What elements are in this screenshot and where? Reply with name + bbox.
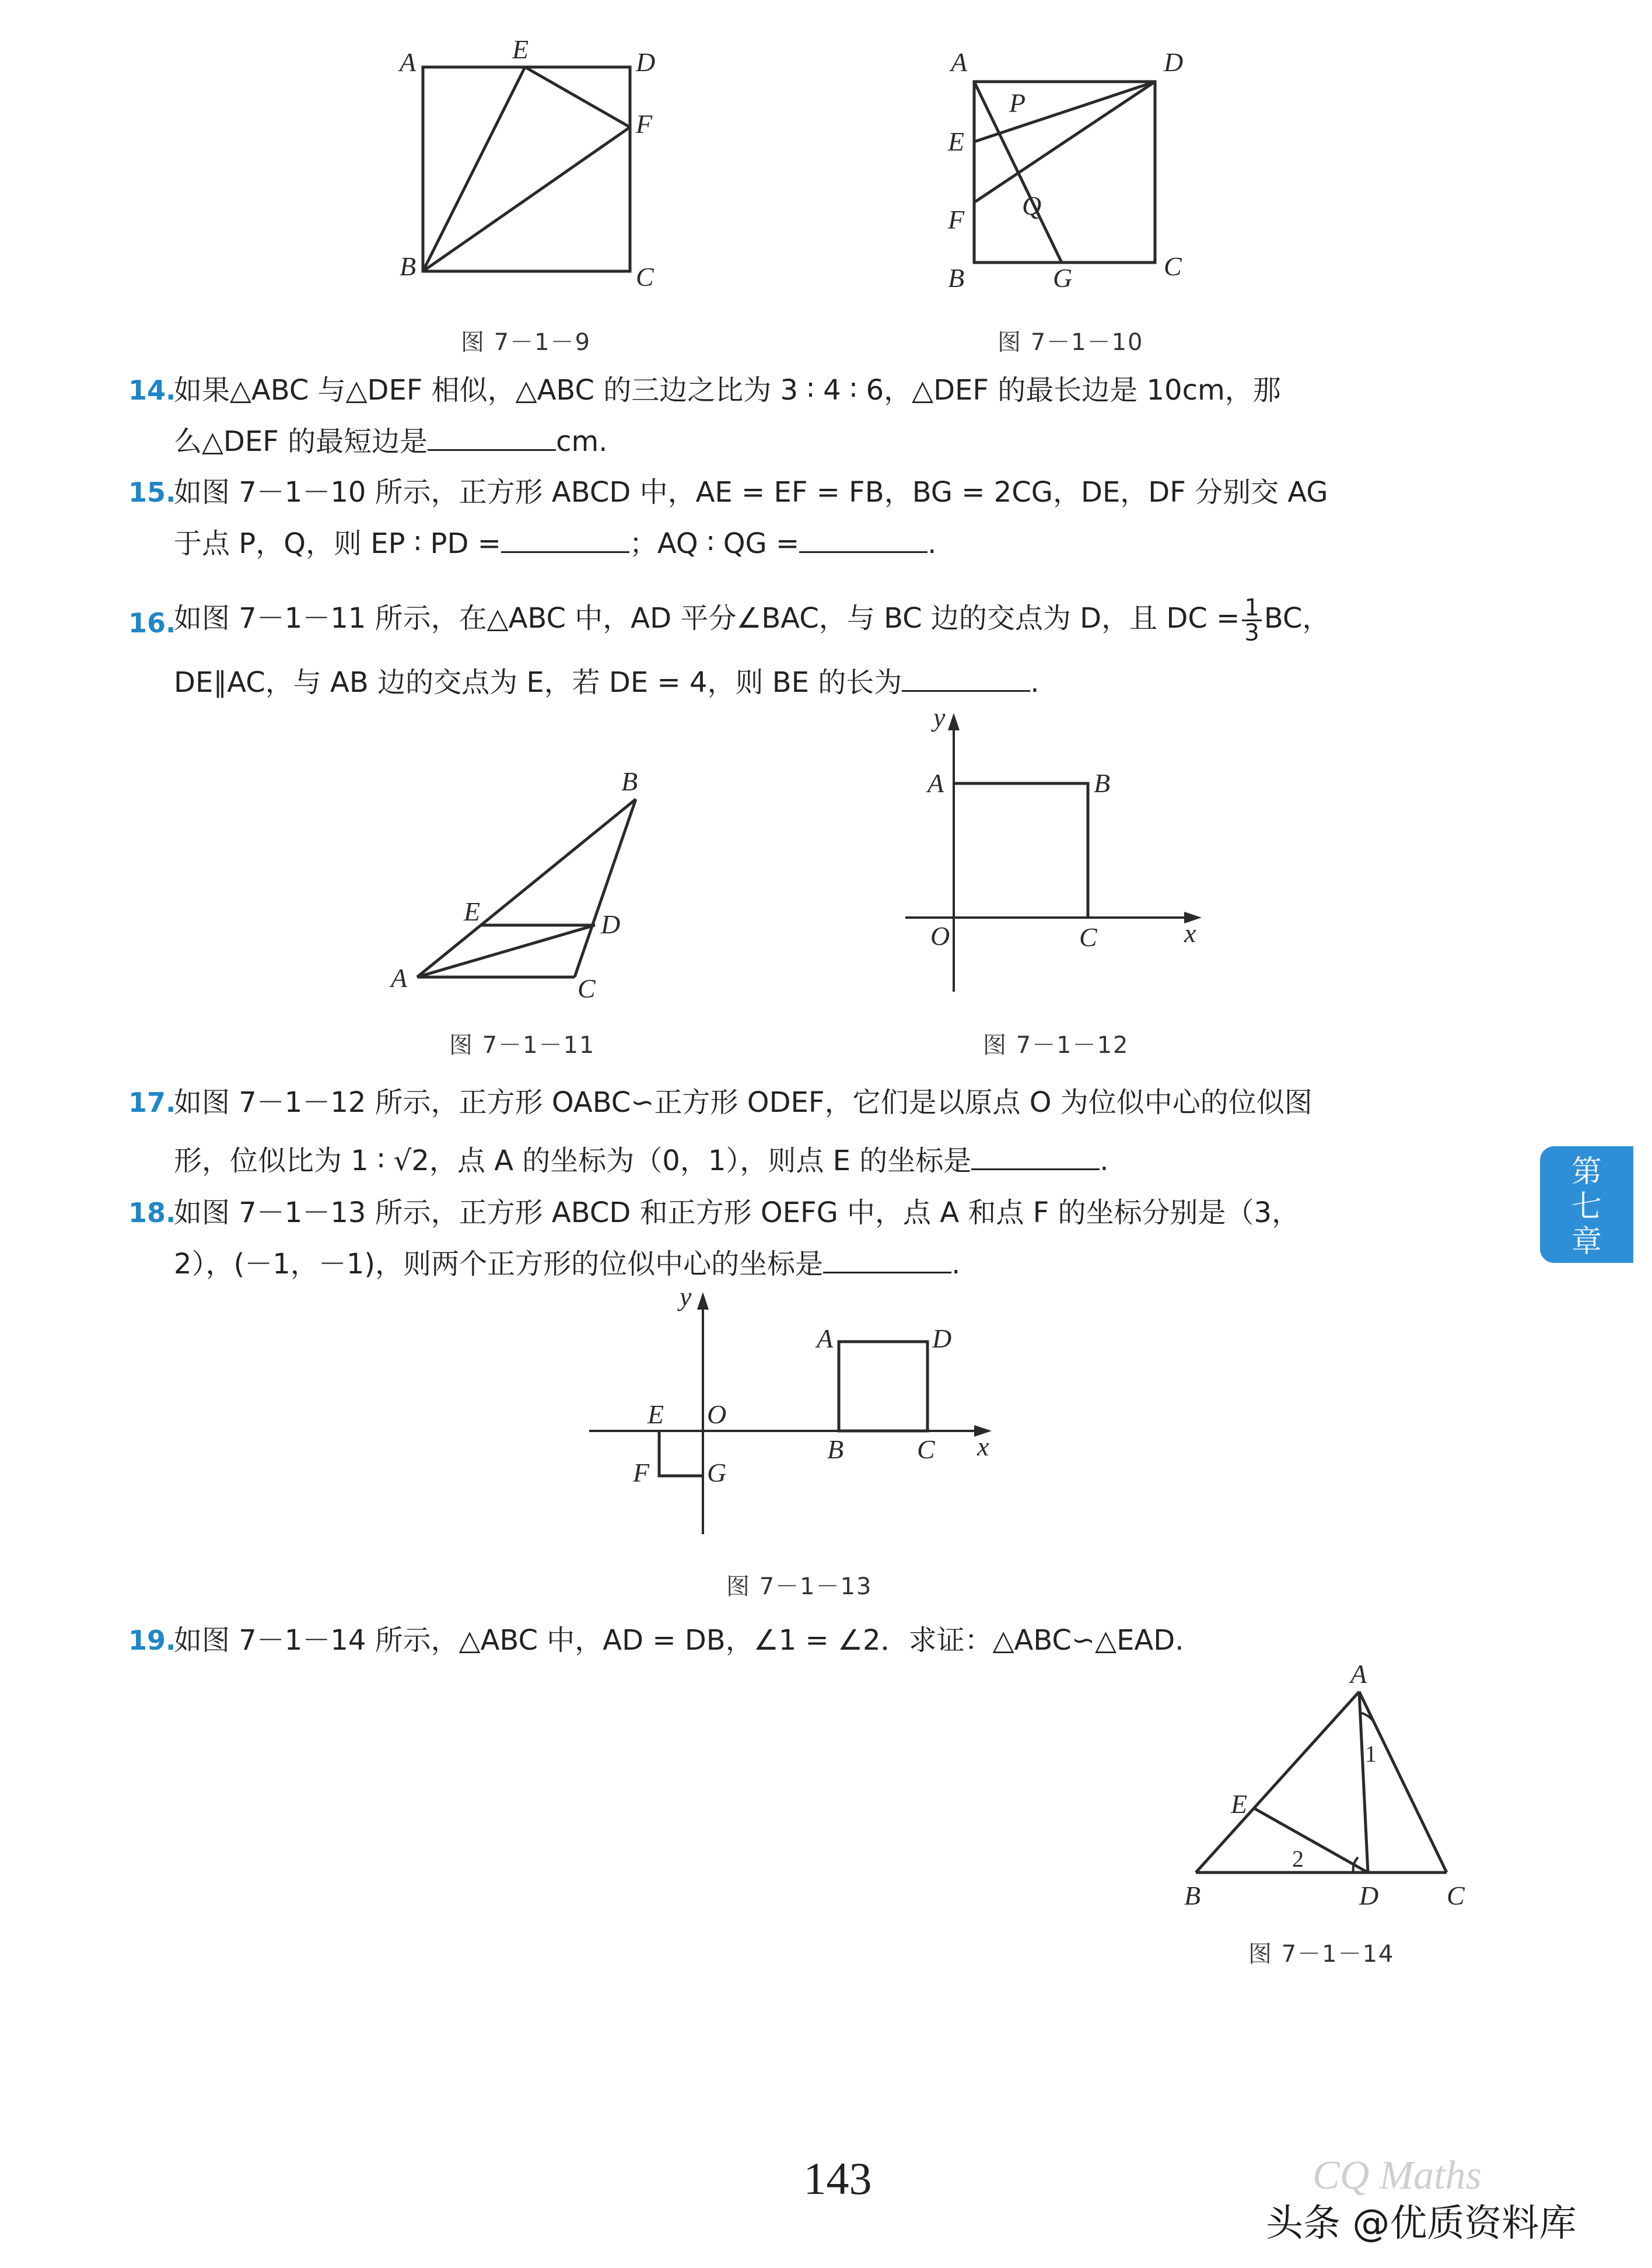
label-C: C: [578, 974, 596, 1003]
label-y: y: [680, 1282, 692, 1311]
caption-7-1-14: 图 7－1－14: [1248, 1941, 1395, 1968]
label-O: O: [930, 921, 950, 951]
label-A: A: [1350, 1659, 1367, 1689]
figure-7-1-13: [578, 1283, 1021, 1540]
problem-text-2: 2），(－1，－1)，则两个正方形的位似中心的坐标是 .: [174, 1248, 961, 1280]
problem-number: 18.: [128, 1197, 176, 1228]
answer-blank-2[interactable]: [799, 528, 928, 553]
caption-7-1-12: 图 7－1－12: [983, 1032, 1129, 1059]
label-C: C: [1079, 922, 1097, 952]
label-D: D: [636, 47, 656, 77]
label-C: C: [917, 1434, 935, 1464]
problem-14: [128, 365, 1477, 467]
label-E: E: [1231, 1789, 1248, 1819]
label-C: C: [636, 262, 654, 292]
label-E: E: [512, 34, 529, 64]
label-B: B: [948, 263, 965, 293]
problem-number: 17.: [128, 1087, 176, 1118]
label-B: B: [621, 766, 638, 796]
page-number: 143: [803, 2153, 872, 2204]
label-B: B: [827, 1434, 844, 1464]
figure-7-1-9: [397, 34, 688, 303]
chapter-tab-char-1: 第: [1571, 1154, 1602, 1189]
figure-7-1-10: [939, 47, 1219, 303]
label-A: A: [391, 963, 408, 993]
label-x: x: [1184, 918, 1196, 948]
label-C: C: [1164, 251, 1182, 281]
problem-text: 如果△ABC 与△DEF 相似，△ABC 的三边之比为 3 ∶ 4 ∶ 6，△DEF 的最长边是 10cm，那: [174, 374, 1281, 407]
label-E: E: [648, 1399, 664, 1429]
problem-15: [128, 467, 1477, 569]
label-B: B: [400, 251, 416, 281]
label-x: x: [977, 1432, 989, 1461]
caption-7-1-10: 图 7－1－10: [998, 329, 1144, 356]
caption-7-1-11: 图 7－1－11: [449, 1032, 596, 1059]
problem-text: 如图 7－1－13 所示，正方形 ABCD 和正方形 OEFG 中，点 A 和点 F 的坐标分别是（3，: [174, 1196, 1300, 1229]
label-G: G: [1053, 263, 1073, 293]
answer-blank[interactable]: [971, 1145, 1100, 1170]
problem-17: [128, 1073, 1477, 1190]
label-F: F: [633, 1458, 650, 1488]
watermark-logo-text: CQ Maths: [1312, 2153, 1482, 2198]
label-y: y: [933, 702, 946, 732]
label-A: A: [951, 47, 968, 77]
label-A: A: [928, 768, 944, 798]
problem-text: 如图 7－1－14 所示，△ABC 中，AD = DB，∠1 = ∠2．求证：△ABC∽△EAD.: [174, 1624, 1184, 1657]
figure-7-1-12: [892, 702, 1219, 1009]
label-A: A: [400, 47, 416, 77]
problem-number: 19.: [128, 1625, 176, 1656]
caption-7-1-9: 图 7－1－9: [461, 329, 592, 356]
answer-blank[interactable]: [902, 667, 1030, 692]
angle-label-1: 1: [1365, 1741, 1377, 1767]
problem-text-2: DE∥AC，与 AB 边的交点为 E，若 DE = 4，则 BE 的长为 .: [174, 666, 1040, 699]
label-B: B: [1184, 1881, 1201, 1910]
chapter-tab-char-3: 章: [1571, 1224, 1602, 1259]
chapter-tab-char-2: 七: [1571, 1189, 1602, 1224]
problem-18: [128, 1187, 1477, 1290]
label-D: D: [1359, 1881, 1379, 1910]
angle-label-2: 2: [1292, 1846, 1304, 1872]
problem-text: 如图 7－1－11 所示，在△ABC 中，AD 平分∠BAC，与 BC 边的交点为 D，且 DC = $\frac{1}{3}$ BC，: [174, 594, 1331, 646]
problem-number: 14.: [128, 374, 176, 406]
label-F: F: [948, 205, 965, 235]
label-G: G: [707, 1458, 727, 1488]
watermark-text: 头条 @优质资料库: [1266, 2202, 1577, 2245]
problem-text-2: 么△DEF 的最短边是 cm.: [174, 425, 608, 458]
label-Q: Q: [1022, 191, 1042, 220]
label-O: O: [707, 1399, 727, 1429]
answer-blank[interactable]: [823, 1248, 951, 1273]
label-A: A: [817, 1324, 834, 1353]
problem-number: 15.: [128, 477, 176, 508]
label-D: D: [601, 909, 621, 939]
problem-text: 如图 7－1－10 所示，正方形 ABCD 中，AE = EF = FB，BG = 2CG，DE，DF 分别交 AG: [174, 476, 1328, 509]
caption-7-1-13: 图 7－1－13: [726, 1573, 873, 1600]
chapter-tab: [1540, 1146, 1633, 1263]
problem-text: 如图 7－1－12 所示，正方形 OABC∽正方形 ODEF，它们是以原点 O 为位似中心的位似图: [174, 1086, 1312, 1119]
figure-7-1-14: [1172, 1657, 1499, 1913]
label-E: E: [464, 897, 481, 926]
answer-blank-1[interactable]: [501, 528, 629, 553]
label-F: F: [636, 109, 653, 139]
label-B: B: [1094, 768, 1111, 798]
label-E: E: [948, 127, 965, 156]
answer-blank[interactable]: [428, 426, 556, 451]
label-P: P: [1009, 88, 1026, 118]
label-C: C: [1447, 1881, 1465, 1910]
label-D: D: [1164, 47, 1184, 77]
label-D: D: [932, 1324, 952, 1353]
problem-text-2: 于点 P，Q，则 EP ∶ PD = ；AQ ∶ QG = .: [174, 527, 937, 560]
fraction-one-third: $\frac{1}{3}$: [1242, 596, 1261, 645]
problem-number: 16.: [128, 607, 176, 639]
problem-16: [128, 586, 1477, 715]
figure-7-1-11: [385, 764, 653, 1009]
problem-text-2: 形，位似比为 1 ∶ √2，点 A 的坐标为（0，1），则点 E 的坐标是 .: [174, 1144, 1109, 1177]
